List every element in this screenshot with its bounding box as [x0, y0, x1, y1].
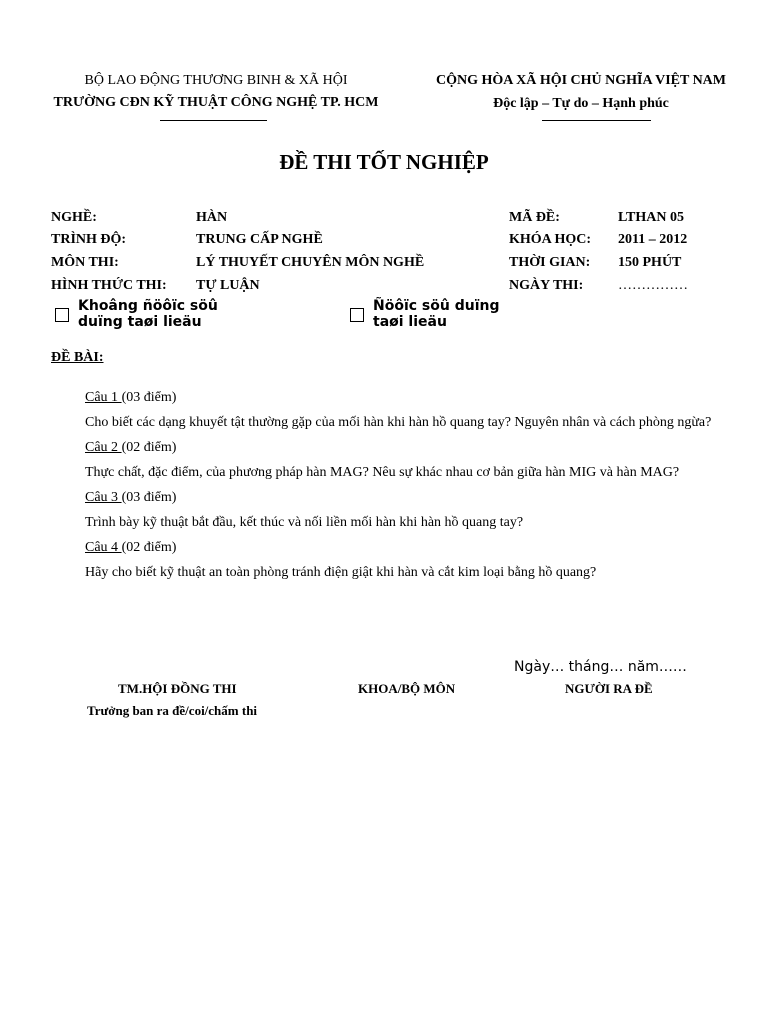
council-title: TM.HỘI ĐỒNG THI — [118, 681, 237, 696]
ngaythi-value: …………… — [618, 278, 688, 293]
school-name: TRƯỜNG CĐN KỸ THUẬT CÔNG NGHỆ TP. HCM — [53, 95, 379, 110]
question-label: Câu 1 — [85, 390, 122, 405]
left-header-underline — [160, 120, 267, 121]
question-text: Trình bày kỹ thuật bắt đầu, kết thúc và nối liền mối hàn khi hàn hồ quang tay? — [85, 515, 524, 530]
question-3-heading — [85, 485, 735, 510]
materials-allowed-checkbox[interactable] — [350, 308, 364, 322]
question-label: Câu 4 — [85, 540, 122, 555]
question-label: Câu 3 — [85, 490, 122, 505]
question-points: (02 điểm) — [121, 440, 177, 455]
nghe-label: NGHỀ: — [51, 210, 97, 225]
khoahoc-value: 2011 – 2012 — [618, 232, 688, 247]
question-2-heading — [85, 435, 735, 460]
right-header-underline — [542, 120, 651, 121]
no-materials-checkbox[interactable] — [55, 308, 69, 322]
monthi-value: LÝ THUYẾT CHUYÊN MÔN NGHỀ — [196, 255, 425, 270]
motto: Độc lập – Tự do – Hạnh phúc — [493, 96, 669, 111]
republic-name: CỘNG HÒA XÃ HỘI CHỦ NGHĨA VIỆT NAM — [435, 73, 726, 88]
question-points: (03 điểm) — [121, 390, 177, 405]
question-points: (02 điểm) — [121, 540, 177, 555]
made-label: MÃ ĐỀ: — [509, 210, 560, 225]
question-1-heading — [85, 385, 735, 410]
materials-allowed-label: Ñöôïc söû duïng taøi lieäu — [373, 298, 500, 330]
question-text: Hãy cho biết kỹ thuật an toàn phòng tránh điện giật khi hàn và cắt kim loại bằng hồ quang? — [85, 565, 597, 580]
no-materials-label: Khoâng ñöôïc söû duïng taøi lieäu — [78, 298, 218, 330]
date-line: Ngày… tháng… năm…… — [514, 659, 687, 675]
monthi-label: MÔN THI: — [51, 255, 119, 270]
page-title: ĐỀ THI TỐT NGHIỆP — [279, 150, 489, 174]
made-value: LTHAN 05 — [618, 210, 685, 225]
trinhdo-label: TRÌNH ĐỘ: — [51, 232, 127, 247]
trinhdo-value: TRUNG CẤP NGHỀ — [196, 232, 323, 247]
section-title: ĐỀ BÀI: — [51, 350, 104, 365]
khoahoc-label: KHÓA HỌC: — [509, 232, 592, 247]
thoigian-value: 150 PHÚT — [618, 255, 682, 270]
department-title: KHOA/BỘ MÔN — [358, 681, 456, 696]
question-4-heading — [85, 535, 735, 560]
question-1 — [85, 385, 735, 585]
council-subtitle: Trưởng ban ra đề/coi/chấm thi — [87, 703, 258, 718]
ministry-name: BỘ LAO ĐỘNG THƯƠNG BINH & XÃ HỘI — [84, 73, 348, 88]
author-title: NGƯỜI RA ĐỀ — [565, 681, 653, 696]
question-label: Câu 2 — [85, 440, 122, 455]
ngaythi-label: NGÀY THI: — [509, 278, 584, 293]
question-text: Cho biết các dạng khuyết tật thường gặp của mối hàn khi hàn hồ quang tay? Nguyên nhân và cách phòng ngừa? — [85, 415, 712, 430]
question-text: Thực chất, đặc điểm, của phương pháp hàn MAG? Nêu sự khác nhau cơ bản giữa hàn MIG và hàn MAG? — [85, 465, 680, 480]
nghe-value: HÀN — [196, 210, 228, 225]
hinhthuc-value: TỰ LUẬN — [196, 278, 260, 293]
question-points: (03 điểm) — [121, 490, 177, 505]
thoigian-label: THỜI GIAN: — [509, 255, 591, 270]
hinhthuc-label: HÌNH THỨC THI: — [51, 278, 167, 293]
